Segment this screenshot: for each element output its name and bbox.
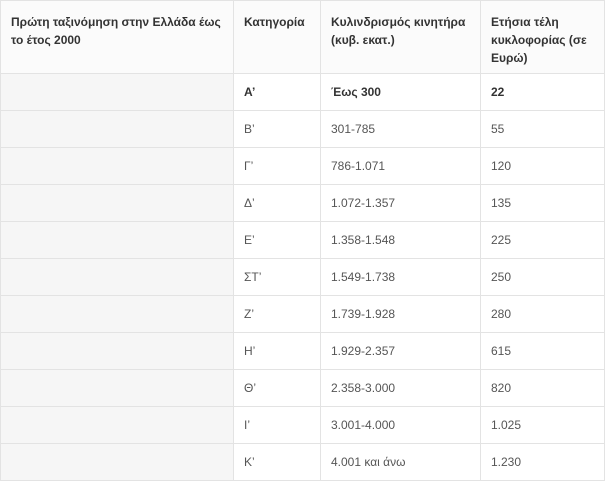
table-cell-category: Ε’: [234, 222, 321, 259]
table-cell-empty: [1, 333, 234, 370]
table-cell-empty: [1, 444, 234, 481]
table-row: [1, 296, 605, 333]
table-cell-fee: 225: [481, 222, 605, 259]
table-cell-fee: 615: [481, 333, 605, 370]
table-cell-fee: 1.230: [481, 444, 605, 481]
table-header-row: [1, 1, 605, 74]
table-cell-displacement: 2.358-3.000: [321, 370, 481, 407]
table-row: [1, 74, 605, 111]
table-cell-empty: [1, 185, 234, 222]
table-cell-category: Α’: [234, 74, 321, 111]
header-category: Κατηγορία: [234, 1, 321, 74]
table-cell-displacement: 3.001-4.000: [321, 407, 481, 444]
table-cell-displacement: 301-785: [321, 111, 481, 148]
table-row: [1, 185, 605, 222]
table-cell-category: Θ’: [234, 370, 321, 407]
table-cell-displacement: 4.001 και άνω: [321, 444, 481, 481]
table-cell-displacement: 1.549-1.738: [321, 259, 481, 296]
table-row: [1, 111, 605, 148]
table-cell-displacement: Έως 300: [321, 74, 481, 111]
header-annual-fee: Ετήσια τέλη κυκλοφορίας (σε Ευρώ): [481, 1, 605, 74]
table-cell-empty: [1, 111, 234, 148]
table-cell-fee: 120: [481, 148, 605, 185]
table-row: [1, 370, 605, 407]
table-cell-fee: 250: [481, 259, 605, 296]
table-cell-category: Κ’: [234, 444, 321, 481]
table-row: [1, 444, 605, 481]
table-cell-fee: 1.025: [481, 407, 605, 444]
table-cell-fee: 820: [481, 370, 605, 407]
table-cell-displacement: 1.739-1.928: [321, 296, 481, 333]
table-cell-empty: [1, 296, 234, 333]
table-cell-category: Ι’: [234, 407, 321, 444]
table-row: [1, 259, 605, 296]
table-cell-fee: 55: [481, 111, 605, 148]
table-cell-empty: [1, 370, 234, 407]
table-cell-fee: 135: [481, 185, 605, 222]
table-cell-category: Η’: [234, 333, 321, 370]
table-cell-empty: [1, 148, 234, 185]
table-cell-category: Δ’: [234, 185, 321, 222]
table-row: [1, 333, 605, 370]
table-row: [1, 222, 605, 259]
table-cell-empty: [1, 74, 234, 111]
header-first-registration: Πρώτη ταξινόμηση στην Ελλάδα έως το έτος 2000: [1, 1, 234, 74]
table-cell-empty: [1, 407, 234, 444]
table-cell-fee: 280: [481, 296, 605, 333]
table-row: [1, 148, 605, 185]
table-cell-category: ΣΤ’: [234, 259, 321, 296]
table-cell-empty: [1, 259, 234, 296]
table-cell-fee: 22: [481, 74, 605, 111]
table-cell-displacement: 1.072-1.357: [321, 185, 481, 222]
header-engine-displacement: Κυλινδρισμός κινητήρα (κυβ. εκατ.): [321, 1, 481, 74]
table-row: [1, 407, 605, 444]
table-cell-displacement: 786-1.071: [321, 148, 481, 185]
table-cell-category: Β’: [234, 111, 321, 148]
table-cell-displacement: 1.358-1.548: [321, 222, 481, 259]
table-cell-empty: [1, 222, 234, 259]
table-cell-category: Γ’: [234, 148, 321, 185]
table-cell-category: Ζ’: [234, 296, 321, 333]
table-cell-displacement: 1.929-2.357: [321, 333, 481, 370]
